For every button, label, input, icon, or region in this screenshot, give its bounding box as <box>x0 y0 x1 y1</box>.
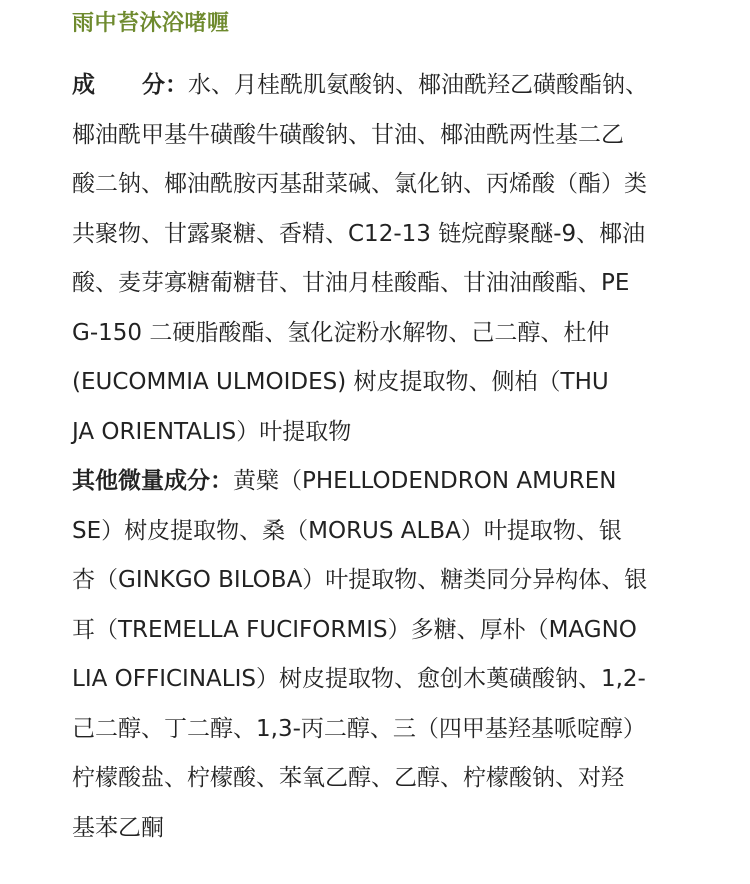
ingredients-line-3: 酸二钠、椰油酰胺丙基甜菜碱、氯化钠、丙烯酸（酯）类 <box>72 171 647 197</box>
ingredients-label-char1: 成 <box>72 72 95 98</box>
minor-ingredients-text: 黄檗（PHELLODENDRON AMUREN <box>233 468 617 494</box>
minor-line-8: 基苯乙酮 <box>72 814 164 841</box>
minor-line-7: 柠檬酸盐、柠檬酸、苯氧乙醇、乙醇、柠檬酸钠、对羟 <box>72 765 624 791</box>
minor-ingredients-label: 其他微量成分： <box>72 468 233 494</box>
minor-ingredients-section <box>72 457 684 853</box>
ingredients-line-1 <box>72 61 684 111</box>
minor-line-6: 己二醇、丁二醇、1,3-丙二醇、三（四甲基羟基哌啶醇） <box>72 715 646 742</box>
product-ingredients-page <box>72 0 684 853</box>
minor-line-4: 耳（TREMELLA FUCIFORMIS）多糖、厚朴（MAGNO <box>72 616 637 643</box>
ingredients-line-2: 椰油酰甲基牛磺酸牛磺酸钠、甘油、椰油酰两性基二乙 <box>72 121 624 148</box>
ingredients-line-4: 共聚物、甘露聚糖、香精、C12-13 链烷醇聚醚-9、椰油 <box>72 220 646 247</box>
ingredients-line-6: G-150 二硬脂酸酯、氢化淀粉水解物、己二醇、杜仲 <box>72 319 610 346</box>
ingredients-line-5: 酸、麦芽寡糖葡糖苷、甘油月桂酸酯、甘油油酸酯、PE <box>72 270 630 296</box>
ingredients-section <box>72 61 684 457</box>
minor-line-5: LIA OFFICINALIS）树皮提取物、愈创木薁磺酸钠、1,2- <box>72 666 646 692</box>
ingredients-label-char2: 分： <box>142 72 188 98</box>
product-title: 雨中苔沐浴啫喱 <box>72 11 230 36</box>
ingredients-line-8: JA ORIENTALIS）叶提取物 <box>72 418 352 445</box>
minor-line-2: SE）树皮提取物、桑（MORUS ALBA）叶提取物、银 <box>72 517 622 544</box>
minor-line-3: 杏（GINKGO BILOBA）叶提取物、糖类同分异构体、银 <box>72 567 648 593</box>
minor-line-1 <box>72 457 684 507</box>
ingredients-text: 水、月桂酰肌氨酸钠、椰油酰羟乙磺酸酯钠、 <box>188 72 648 98</box>
ingredients-line-7: (EUCOMMIA ULMOIDES) 树皮提取物、侧柏（THU <box>72 369 609 395</box>
